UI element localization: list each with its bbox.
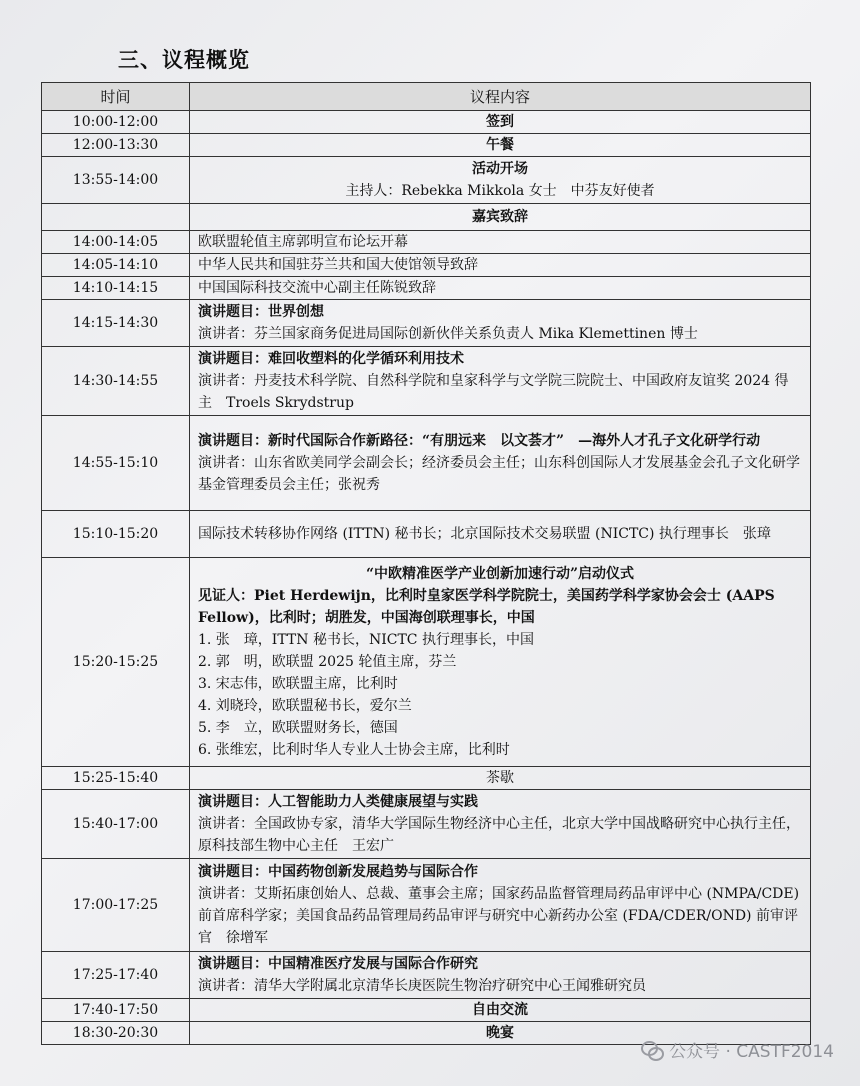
- time-cell: 17:25-17:40: [42, 952, 190, 999]
- speaker-line: 演讲者：山东省欧美同学会副会长；经济委员会主任；山东科创国际人才发展基金会孔子文化研学基金管理委员会主任；张祝秀: [198, 455, 800, 493]
- time-cell: 14:15-14:30: [42, 300, 190, 347]
- list-item: 4. 刘晓玲，欧联盟秘书长，爱尔兰: [198, 698, 412, 714]
- time-cell: 12:00-13:30: [42, 134, 190, 157]
- time-cell: 13:55-14:00: [42, 157, 190, 204]
- row-heading: 活动开场: [472, 161, 528, 177]
- time-cell: 15:10-15:20: [42, 511, 190, 558]
- content-cell: 中华人民共和国驻芬兰共和国大使馆领导致辞: [190, 254, 811, 277]
- header-time: 时间: [42, 83, 190, 111]
- content-cell: 中国国际科技交流中心副主任陈锐致辞: [190, 277, 811, 300]
- witness-line: 见证人：Piet Herdewijn，比利时皇家医学科学院院士，美国药学科学家协会会士 (AAPS Fellow)，比利时；胡胜发，中国海创联理事长，中国: [198, 588, 775, 626]
- content-cell: [190, 558, 811, 767]
- time-cell: 15:40-17:00: [42, 790, 190, 859]
- time-cell: 15:25-15:40: [42, 767, 190, 790]
- content-cell: [190, 790, 811, 859]
- section-title: 三、议程概览: [118, 48, 250, 72]
- time-cell: 14:00-14:05: [42, 231, 190, 254]
- header-content: 议程内容: [190, 83, 811, 111]
- agenda-table: [41, 82, 811, 1045]
- table-row: [42, 277, 811, 300]
- list-item: 1. 张 璋，ITTN 秘书长，NICTC 执行理事长，中国: [198, 632, 534, 648]
- time-cell: 17:00-17:25: [42, 859, 190, 952]
- table-row: [42, 134, 811, 157]
- time-cell: 18:30-20:30: [42, 1022, 190, 1045]
- content-cell: 晚宴: [190, 1022, 811, 1045]
- speaker-line: 演讲者：全国政协专家，清华大学国际生物经济中心主任，北京大学中国战略研究中心执行主任，原科技部生物中心主任 王宏广: [198, 816, 800, 854]
- talk-title: 演讲题目：中国药物创新发展趋势与国际合作: [198, 864, 478, 880]
- talk-title: 演讲题目：人工智能助力人类健康展望与实践: [198, 794, 478, 810]
- time-cell: 14:30-14:55: [42, 347, 190, 416]
- list-item: 5. 李 立，欧联盟财务长，德国: [198, 720, 398, 736]
- talk-title: 演讲题目：中国精准医疗发展与国际合作研究: [198, 956, 478, 972]
- time-cell: 15:20-15:25: [42, 558, 190, 767]
- talk-title: 演讲题目：新时代国际合作新路径：“有朋远来 以文荟才” —海外人才孔子文化研学行动: [198, 433, 761, 449]
- content-cell: [190, 157, 811, 204]
- time-cell: 17:40-17:50: [42, 999, 190, 1022]
- speaker-line: 演讲者：清华大学附属北京清华长庚医院生物治疗研究中心王闻雅研究员: [198, 978, 646, 994]
- table-row: [42, 859, 811, 952]
- table-row: [42, 254, 811, 277]
- header-row: [42, 83, 811, 111]
- table-row: [42, 300, 811, 347]
- content-cell: [190, 416, 811, 511]
- host-line: 主持人：Rebekka Mikkola 女士 中芬友好使者: [345, 183, 655, 199]
- table-row: [42, 999, 811, 1022]
- table-row: [42, 157, 811, 204]
- time-cell-empty: [42, 204, 190, 231]
- content-cell: 签到: [190, 111, 811, 134]
- table-row: [42, 111, 811, 134]
- talk-title: 演讲题目：难回收塑料的化学循环利用技术: [198, 351, 464, 367]
- time-cell: 14:55-15:10: [42, 416, 190, 511]
- table-row: [42, 416, 811, 511]
- speaker-line: 演讲者：芬兰国家商务促进局国际创新伙伴关系负责人 Mika Klemettinen 博士: [198, 326, 698, 342]
- content-cell: 嘉宾致辞: [190, 204, 811, 231]
- watermark-text: 公众号 · CASTF2014: [669, 1042, 834, 1062]
- content-cell: 自由交流: [190, 999, 811, 1022]
- table-row: [42, 952, 811, 999]
- time-cell: 10:00-12:00: [42, 111, 190, 134]
- content-cell: 茶歇: [190, 767, 811, 790]
- wechat-icon: [641, 1040, 663, 1060]
- content-cell: [190, 300, 811, 347]
- list-item: 6. 张维宏，比利时华人专业人士协会主席，比利时: [198, 742, 510, 758]
- table-row: [42, 511, 811, 558]
- content-cell: [190, 859, 811, 952]
- table-row: [42, 558, 811, 767]
- content-cell: 国际技术转移协作网络 (ITTN) 秘书长；北京国际技术交易联盟 (NICTC) 执行理事长 张璋: [190, 511, 811, 558]
- table-row: [42, 767, 811, 790]
- list-item: 3. 宋志伟，欧联盟主席，比利时: [198, 676, 398, 692]
- talk-title: 演讲题目：世界创想: [198, 304, 324, 320]
- table-row: [42, 231, 811, 254]
- time-cell: 14:05-14:10: [42, 254, 190, 277]
- content-cell: 午餐: [190, 134, 811, 157]
- speaker-line: 演讲者：丹麦技术科学院、自然科学院和皇家科学与文学院三院院士、中国政府友谊奖 2024 得主 Troels Skrydstrup: [198, 373, 789, 411]
- list-item: 2. 郭 明，欧联盟 2025 轮值主席，芬兰: [198, 654, 457, 670]
- content-cell: [190, 347, 811, 416]
- content-cell: [190, 952, 811, 999]
- ceremony-heading: “中欧精准医学产业创新加速行动”启动仪式: [365, 566, 635, 582]
- table-row: [42, 204, 811, 231]
- watermark: [641, 1037, 834, 1062]
- table-row: [42, 790, 811, 859]
- time-cell: 14:10-14:15: [42, 277, 190, 300]
- speaker-line: 演讲者：艾斯拓康创始人、总裁、董事会主席；国家药品监督管理局药品审评中心 (NMPA/CDE) 前首席科学家；美国食品药品管理局药品审评与研究中心新药办公室 (FDA/CDER/OND) 前审评官 徐增军: [198, 886, 800, 946]
- content-cell: 欧联盟轮值主席郭明宣布论坛开幕: [190, 231, 811, 254]
- table-row: [42, 347, 811, 416]
